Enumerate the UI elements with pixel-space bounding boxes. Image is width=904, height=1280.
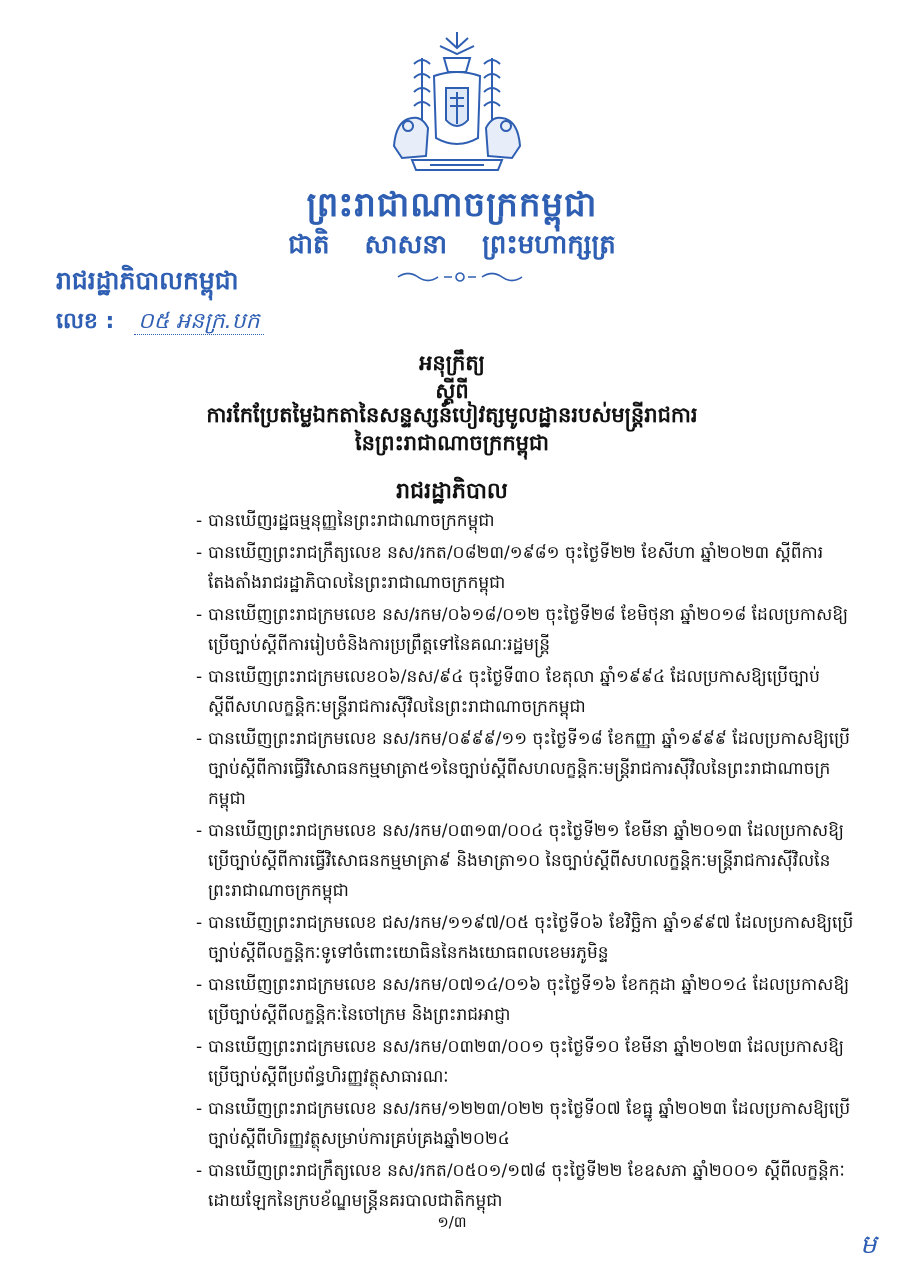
document-subject-line-2: នៃព្រះរាជាណាចក្រកម្ពុជា (354, 431, 549, 455)
issuer-name: រាជរដ្ឋាភិបាលកម្ពុជា (56, 266, 239, 295)
royal-arms-of-cambodia-icon (382, 28, 532, 178)
document-number-value: ០៥ អនក្រ.បក (134, 309, 264, 335)
document-number-label: លេខ : (56, 309, 115, 334)
list-item: - បានឃើញព្រះរាជក្រមលេខ នស/រកម/០៩៩៩/១១ ចុះថ្ងៃទី១៨ ខែកញ្ញា ឆ្នាំ១៩៩៩ ដែលប្រកាសឱ្យប្រើច្បាប់ស្តីពីការធ្វើវិសោធនកម្មមាត្រា៥១នៃច្បាប់ស្តីពីសហលក្ខន្តិកៈមន្ត្រីរាជការស៊ីវិលនៃព្រះរាជាណាចក្រកម្ពុជា (196, 724, 856, 814)
handwritten-initial: ម (860, 1230, 877, 1260)
list-item: - បានឃើញព្រះរាជក្រមលេខ នស/រកម/០៣១៣/០០៤ ចុះថ្ងៃទី២១ ខែមីនា ឆ្នាំ២០១៣ ដែលប្រកាសឱ្យប្រើច្បាប់ស្តីពីការធ្វើវិសោធនកម្មមាត្រា៩ និងមាត្រា១០ នៃច្បាប់ស្តីពីសហលក្ខន្តិកៈមន្ត្រីរាជការស៊ីវិលនៃព្រះរាជាណាចក្រកម្ពុជា (196, 816, 856, 906)
list-item: - បានឃើញព្រះរាជក្រមលេខ នស/រកម/១២២៣/០២២ ចុះថ្ងៃទី០៧ ខែធ្នូ ឆ្នាំ២០២៣ ដែលប្រកាសឱ្យប្រើច្បាប់ស្តីពីហិរញ្ញវត្ថុសម្រាប់ការគ្រប់គ្រងឆ្នាំ២០២៤ (196, 1094, 856, 1154)
national-motto: ជាតិ សាសនា ព្រះមហាក្សត្រ (288, 230, 616, 260)
list-item: - បានឃើញព្រះរាជក្រឹត្យលេខ នស/រកត/០៨២៣/១៩៨១ ចុះថ្ងៃទី២២ ខែសីហា ឆ្នាំ២០២៣ ស្តីពីការតែងតាំងរាជរដ្ឋាភិបាលនៃព្រះរាជាណាចក្រកម្ពុជា (196, 538, 856, 598)
considerations-list (196, 506, 856, 1218)
document-number (56, 307, 264, 339)
list-item: - បានឃើញព្រះរាជក្រឹត្យលេខ នស/រកត/០៥០១/១៧៨ ចុះថ្ងៃទី២២ ខែឧសភា ឆ្នាំ២០០១ ស្តីពីលក្ខន្តិកៈដោយឡែកនៃក្របខ័ណ្ឌមន្ត្រីនគរបាលជាតិកម្ពុជា (196, 1156, 856, 1216)
list-item: - បានឃើញរដ្ឋធម្មនុញ្ញនៃព្រះរាជាណាចក្រកម្ពុជា (196, 506, 856, 536)
list-item: - បានឃើញព្រះរាជក្រមលេខ នស/រកម/០៧១៤/០១៦ ចុះថ្ងៃទី១៦ ខែកក្កដា ឆ្នាំ២០១៤ ដែលប្រកាសឱ្យប្រើច្បាប់ស្តីពីលក្ខន្តិកៈនៃចៅក្រម និងព្រះរាជអាជ្ញា (196, 970, 856, 1030)
page-number: ១/៣ (437, 1213, 467, 1231)
issuing-body-heading: រាជរដ្ឋាភិបាល (396, 479, 508, 504)
list-item: - បានឃើញព្រះរាជក្រមលេខ០៦/នស/៩៤ ចុះថ្ងៃទី៣០ ខែតុលា ឆ្នាំ១៩៩៤ ដែលប្រកាសឱ្យប្រើច្បាប់ស្តីពីសហលក្ខន្តិកៈមន្ត្រីរាជការស៊ីវិលនៃព្រះរាជាណាចក្រកម្ពុជា (196, 662, 856, 722)
document-about: ស្តីពី (435, 379, 469, 403)
kingdom-heading: ព្រះរាជាណាចក្រកម្ពុជា (306, 185, 598, 225)
list-item: - បានឃើញព្រះរាជក្រមលេខ ជស/រកម/១១៩៧/០៥ ចុះថ្ងៃទី០៦ ខែវិច្ឆិកា ឆ្នាំ១៩៩៧ ដែលប្រកាសឱ្យប្រើច្បាប់ស្តីពីលក្ខន្តិកៈទូទៅចំពោះយោធិននៃកងយោធពលខេមរភូមិន្ទ (196, 908, 856, 968)
list-item: - បានឃើញព្រះរាជក្រមលេខ នស/រកម/០៣២៣/០០១ ចុះថ្ងៃទី១០ ខែមីនា ឆ្នាំ២០២៣ ដែលប្រកាសឱ្យប្រើច្បាប់ស្តីពីប្រព័ន្ធហិរញ្ញវត្ថុសាធារណៈ (196, 1032, 856, 1092)
document-type: អនុក្រឹត្យ (419, 351, 485, 375)
document-subject-line-1: ការកែប្រែតម្លៃឯកតានៃសន្ទស្សន៍បៀវត្សមូលដ្ឋានរបស់មន្ត្រីរាជការ (206, 403, 698, 427)
list-item: - បានឃើញព្រះរាជក្រមលេខ នស/រកម/០៦១៨/០១២ ចុះថ្ងៃទី២៨ ខែមិថុនា ឆ្នាំ២០១៨ ដែលប្រកាសឱ្យប្រើច្បាប់ស្តីពីការរៀបចំនិងការប្រព្រឹត្តទៅនៃគណៈរដ្ឋមន្ត្រី (196, 600, 856, 660)
decorative-divider-icon (396, 270, 524, 284)
